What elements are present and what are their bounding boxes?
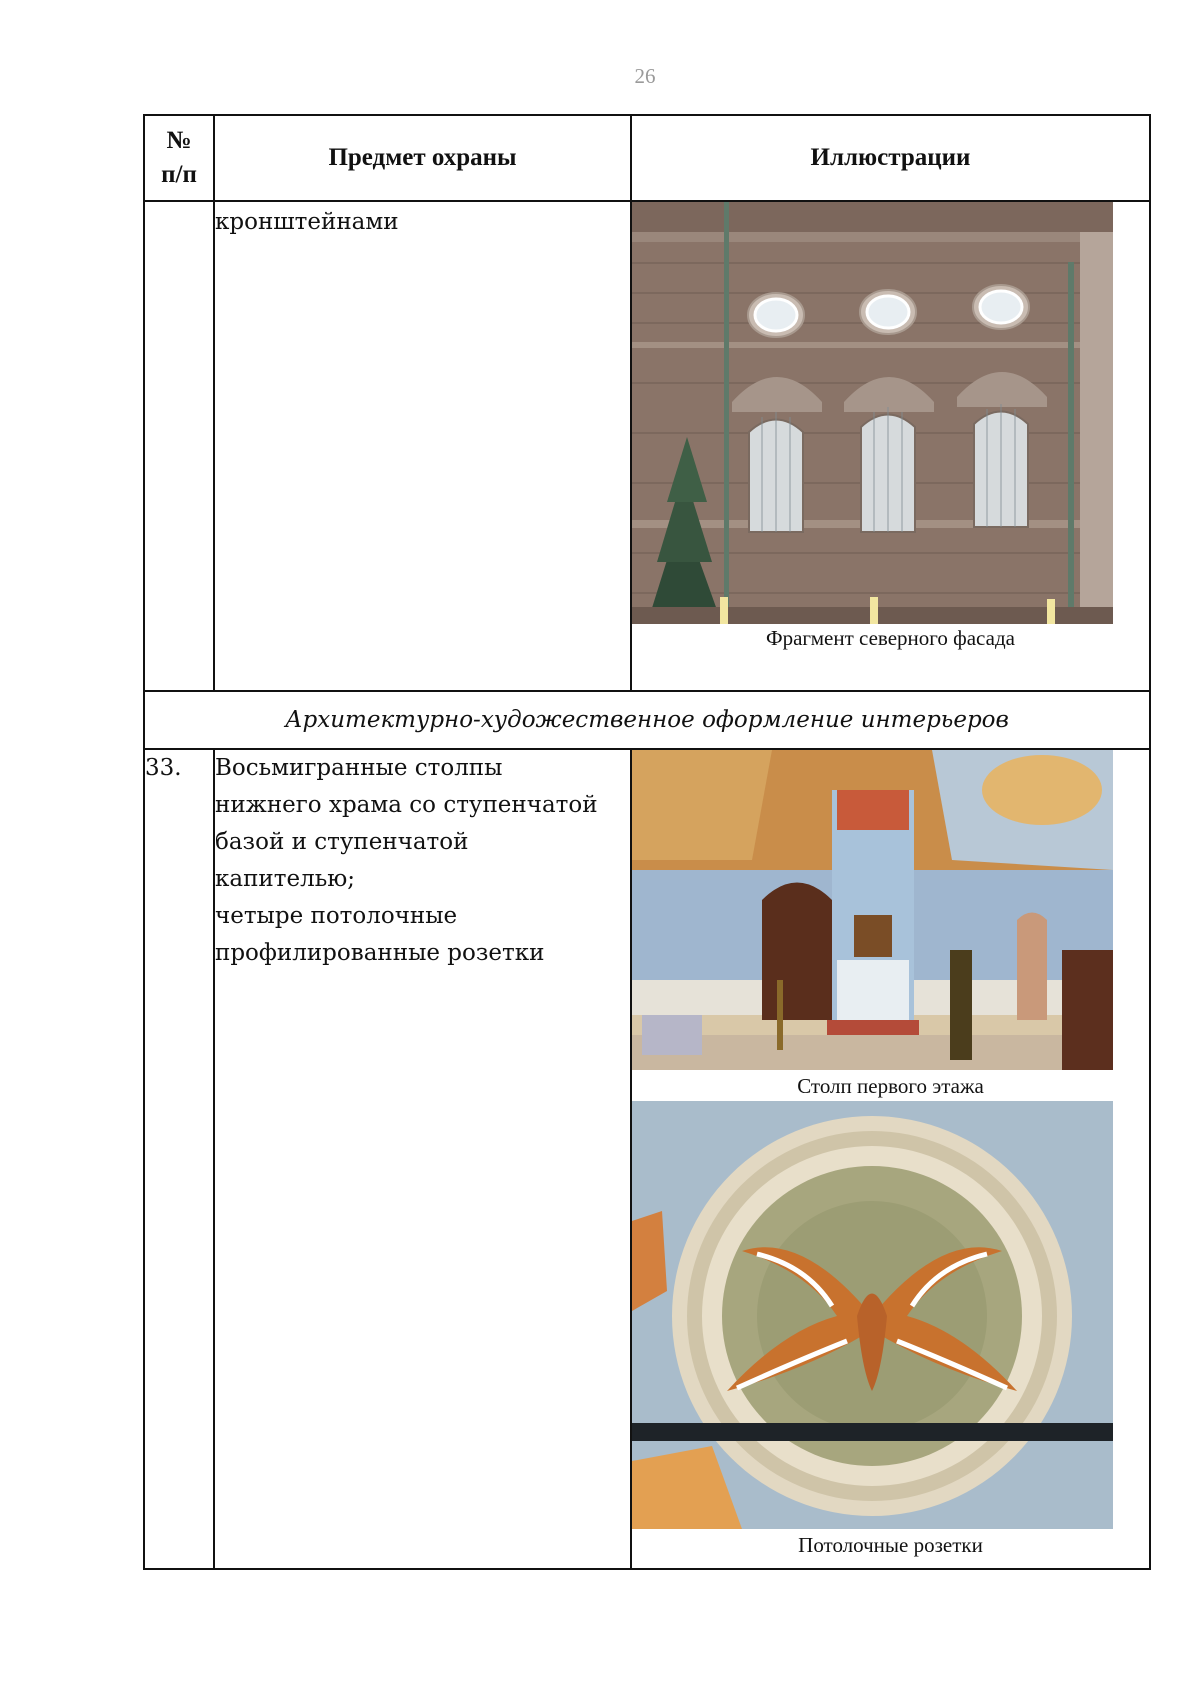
table-header-row (144, 115, 1150, 201)
section-title: Архитектурно-художественное оформление интерьеров (144, 691, 1150, 749)
photo-caption: Фрагмент северного фасада (766, 626, 1015, 650)
subject-line: профилированные розетки (215, 940, 545, 966)
page-number: 26 (634, 64, 656, 88)
row-number: 33. (144, 749, 214, 1569)
photo-caption: Столп первого этажа (797, 1074, 984, 1098)
table-row-continued (144, 201, 1150, 691)
north-facade-photo (632, 202, 1113, 624)
subject-line: Восьмигранные столпы (215, 755, 503, 781)
subject-cell: кронштейнами (214, 201, 631, 691)
photo-caption: Потолочные розетки (798, 1533, 983, 1557)
pillar-photo (632, 750, 1113, 1070)
subject-line: капителью; (215, 866, 355, 892)
section-row (144, 691, 1150, 749)
subject-line: четыре потолочные (215, 903, 458, 929)
header-number: № п/п (144, 115, 214, 201)
row-number-empty (144, 201, 214, 691)
protection-table (143, 114, 1151, 1570)
illustration-cell (631, 749, 1150, 1569)
illustration-cell (631, 201, 1150, 691)
subject-cell (214, 749, 631, 1569)
ceiling-rosette-photo (632, 1101, 1113, 1529)
header-subject: Предмет охраны (214, 115, 631, 201)
subject-line: базой и ступенчатой (215, 829, 469, 855)
header-illustrations: Иллюстрации (631, 115, 1150, 201)
table-row-33 (144, 749, 1150, 1569)
subject-line: нижнего храма со ступенчатой (215, 792, 598, 818)
